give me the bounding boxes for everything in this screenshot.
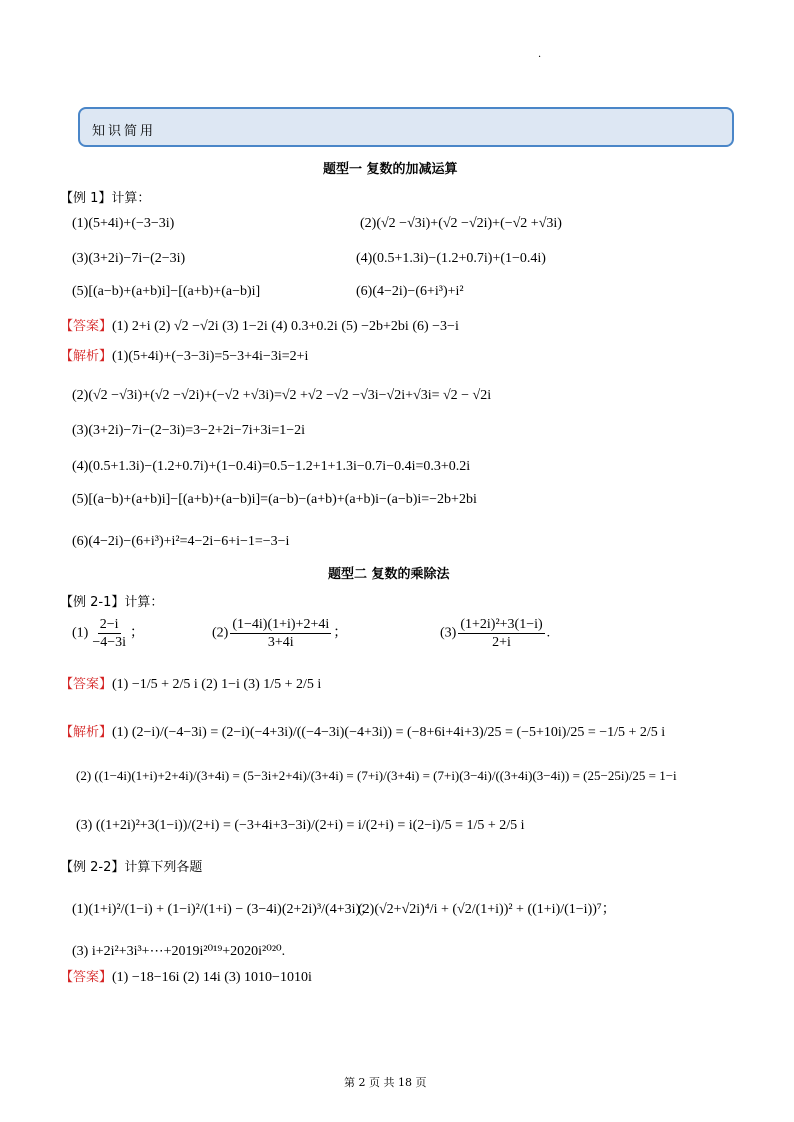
ex21-p3	[440, 616, 550, 651]
ex21-answer	[60, 673, 321, 693]
p3-tail: .	[546, 625, 551, 641]
page-footer: 第 2 页 共 18 页	[344, 1076, 427, 1089]
p3-num: (1+2i)²+3(1−i)	[460, 617, 543, 632]
answer-text: (1) −18−16i (2) 14i (3) 1010−1010i	[112, 970, 312, 985]
ex1-p1: (1)(5+4i)+(−3−3i)	[72, 216, 175, 231]
answer-tag: 【答案】	[60, 319, 113, 334]
section-box	[78, 107, 734, 147]
ex22-tag: 【例 2-2】计算下列各题	[60, 860, 203, 875]
ex1-tag: 【例 1】计算：	[60, 191, 151, 206]
ex1-p2: (2)(√2 −√3i)+(√2 −√2i)+(−√2 +√3i)	[360, 216, 562, 231]
p2-label: (2)	[212, 625, 229, 641]
answer-tag: 【答案】	[60, 677, 113, 692]
analysis-tag: 【解析】	[60, 725, 113, 740]
answer-text: (1) −1/5 + 2/5 i (2) 1−i (3) 1/5 + 2/5 i	[112, 677, 322, 692]
answer-text: (1) 2+i (2) √2 −√2i (3) 1−2i (4) 0.3+0.2i (5) −2b+2bi (6) −3−i	[112, 319, 459, 334]
topic1-title: 题型一 复数的加减运算	[323, 162, 458, 177]
ex1-s3: (3)(3+2i)−7i−(2−3i)=3−2+2i−7i+3i=1−2i	[72, 423, 306, 438]
ex1-s4: (4)(0.5+1.3i)−(1.2+0.7i)+(1−0.4i)=0.5−1.2+1+1.3i−0.7i−0.4i=0.3+0.2i	[72, 459, 471, 474]
p1-num: 2−i	[99, 617, 119, 632]
ex1-analysis-1	[60, 345, 308, 365]
ex1-s1: (1)(5+4i)+(−3−3i)=5−3+4i−3i=2+i	[112, 349, 309, 364]
p1-label: (1)	[72, 625, 89, 641]
ex1-p6: (6)(4−2i)−(6+i³)+i²	[356, 284, 464, 299]
p3-den: 2+i	[492, 635, 511, 650]
ex21-tag: 【例 2-1】计算：	[60, 595, 164, 610]
ex21-analysis-1	[60, 721, 665, 741]
p3-label: (3)	[440, 625, 457, 641]
analysis-tag: 【解析】	[60, 349, 113, 364]
p1-den: −4−3i	[92, 635, 127, 650]
p2-tail: ；	[333, 625, 348, 641]
answer-tag: 【答案】	[60, 970, 113, 985]
ex1-s2: (2)(√2 −√3i)+(√2 −√2i)+(−√2 +√3i)=√2 +√2 −√2 −√3i−√2i+√3i= √2 − √2i	[72, 388, 492, 403]
ex21-s1: (1) (2−i)/(−4−3i) = (2−i)(−4+3i)/((−4−3i)(−4+3i)) = (−8+6i+4i+3)/25 = (−5+10i)/25 = −1/5 + 2/5 i	[112, 725, 666, 740]
ex1-s6: (6)(4−2i)−(6+i³)+i²=4−2i−6+i−1=−3−i	[72, 534, 290, 549]
section-box-title: 知识简用	[92, 124, 157, 139]
ex1-s5: (5)[(a−b)+(a+b)i]−[(a+b)+(a−b)i]=(a−b)−(a+b)+(a+b)i−(a−b)i=−2b+2bi	[72, 492, 477, 507]
ex1-answer	[60, 315, 459, 335]
ex22-p3: (3) i+2i²+3i³+⋯+2019i²⁰¹⁹+2020i²⁰²⁰.	[72, 944, 286, 959]
p1-tail: ；	[130, 625, 145, 641]
ex22-p1: (1)(1+i)²/(1−i) + (1−i)²/(1+i) − (3−4i)(2+2i)³/(4+3i)；	[72, 902, 375, 917]
header-mark: ·	[538, 52, 542, 63]
ex1-p5: (5)[(a−b)+(a+b)i]−[(a+b)+(a−b)i]	[72, 284, 261, 299]
ex22-p2: (2)(√2+√2i)⁴/i + (√2/(1+i))² + ((1+i)/(1−i))⁷；	[358, 902, 616, 917]
ex1-p4: (4)(0.5+1.3i)−(1.2+0.7i)+(1−0.4i)	[356, 251, 546, 266]
topic2-title: 题型二 复数的乘除法	[328, 567, 450, 582]
ex21-p1	[72, 616, 144, 651]
ex21-s3: (3) ((1+2i)²+3(1−i))/(2+i) = (−3+4i+3−3i)/(2+i) = i/(2+i) = i(2−i)/5 = 1/5 + 2/5 i	[76, 818, 525, 833]
ex21-s2: (2) ((1−4i)(1+i)+2+4i)/(3+4i) = (5−3i+2+4i)/(3+4i) = (7+i)/(3+4i) = (7+i)(3−4i)/((3+4i)(3−4i)) = (25−25i)/25 = 1−i	[76, 768, 677, 783]
p2-den: 3+4i	[267, 635, 294, 650]
ex22-answer	[60, 966, 312, 986]
ex21-p2	[212, 616, 347, 651]
p2-num: (1−4i)(1+i)+2+4i	[232, 617, 330, 632]
ex1-p3: (3)(3+2i)−7i−(2−3i)	[72, 251, 186, 266]
